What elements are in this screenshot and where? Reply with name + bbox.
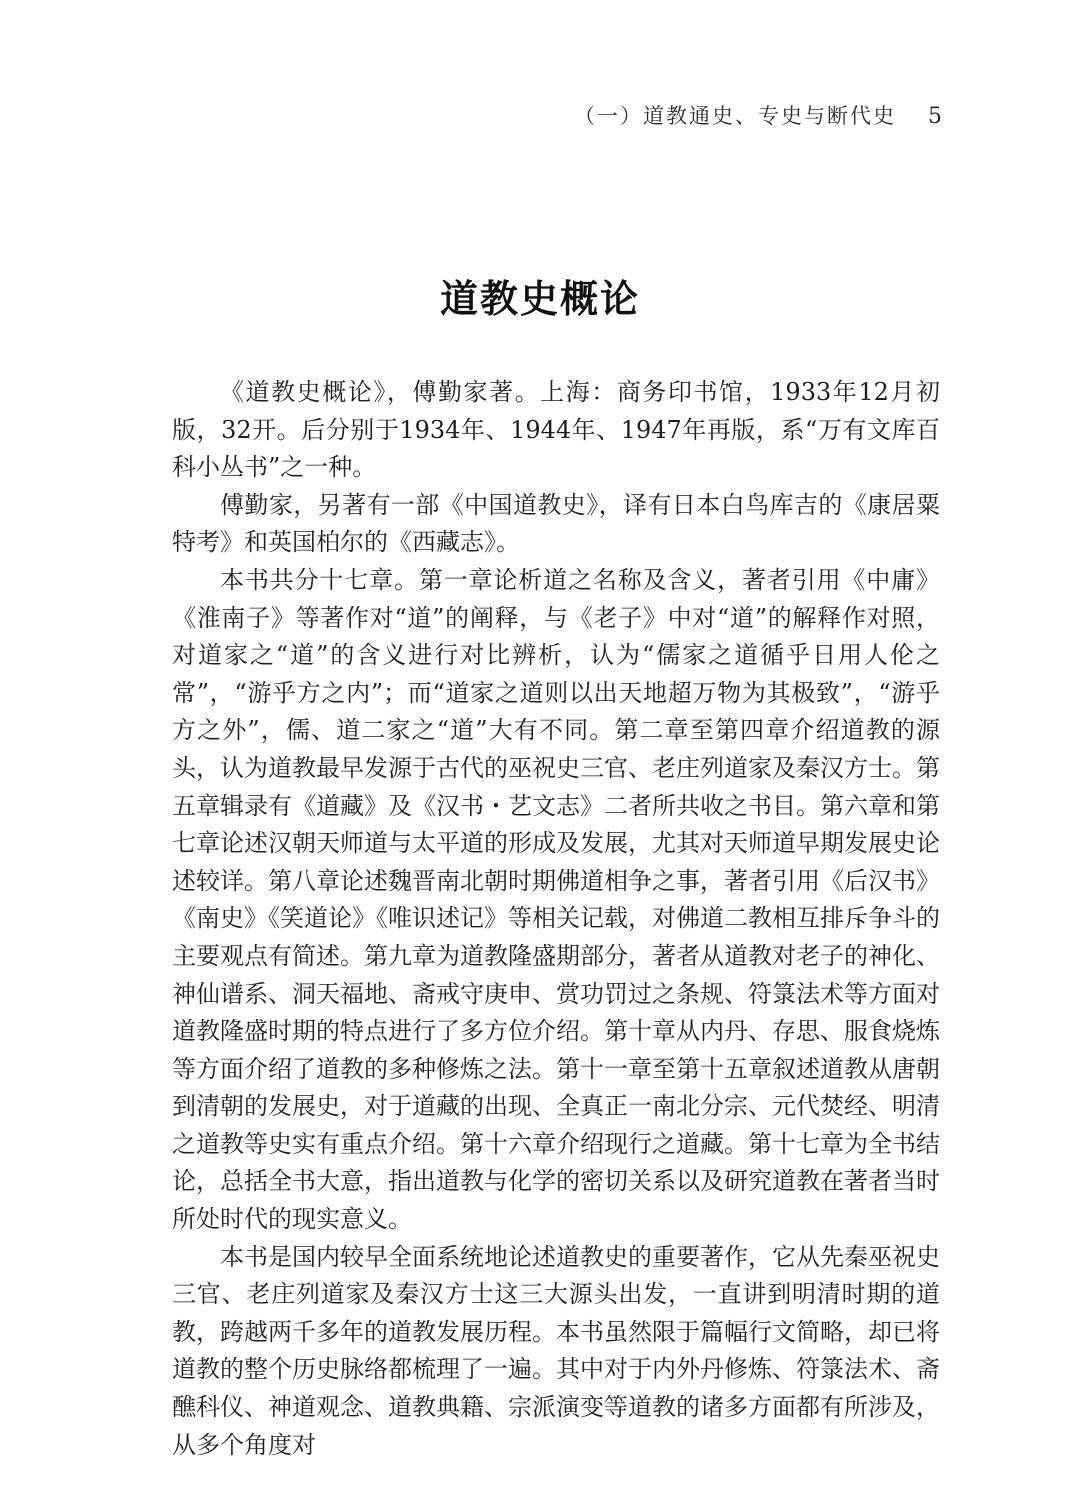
article-body (172, 374, 940, 1464)
paragraph-publication-info: 《道教史概论》，傅勤家著。上海：商务印书馆，1933年12月初版，32开。后分别于1934年、1944年、1947年再版，系“万有文库百科小丛书”之一种。 (172, 378, 940, 482)
running-header (574, 100, 942, 130)
page-number: 5 (928, 104, 942, 129)
paragraph-chapter-summary: 本书共分十七章。第一章论析道之名称及含义，著者引用《中庸》《淮南子》等著作对“道”的阐释，与《老子》中对“道”的解释作对照，对道家之“道”的含义进行对比辨析，认为“儒家之道循乎日用人伦之常”，“游乎方之内”；而“道家之道则以出天地超万物为其极致”，“游乎方之外”，儒、道二家之“道”大有不同。第二章至第四章介绍道教的源头，认为道教最早发源于古代的巫祝史三官、老庄列道家及秦汉方士。第五章辑录有《道藏》及《汉书・艺文志》二者所共收之书目。第六章和第七章论述汉朝天师道与太平道的形成及发展，尤其对天师道早期发展史论述较详。第八章论述魏晋南北朝时期佛道相争之事，著者引用《后汉书》《南史》《笑道论》《唯识述记》等相关记载，对佛道二教相互排斥争斗的主要观点有简述。第九章为道教隆盛期部分，著者从道教对老子的神化、神仙谱系、洞天福地、斋戒守庚申、赏功罚过之条规、符箓法术等方面对道教隆盛时期的特点进行了多方位介绍。第十章从内丹、存思、服食烧炼等方面介绍了道教的多种修炼之法。第十一章至第十五章叙述道教从唐朝到清朝的发展史，对于道藏的出现、全真正一南北分宗、元代焚经、明清之道教等史实有重点介绍。第十六章介绍现行之道藏。第十七章为全书结论，总括全书大意，指出道教与化学的密切关系以及研究道教在著者当时所处时代的现实意义。 (172, 565, 940, 1234)
paragraph-significance: 本书是国内较早全面系统地论述道教史的重要著作，它从先秦巫祝史三官、老庄列道家及秦汉方士这三大源头出发，一直讲到明清时期的道教，跨越两千多年的道教发展历程。本书虽然限于篇幅行文简略，却已将道教的整个历史脉络都梳理了一遍。其中对于内外丹修炼、符箓法术、斋醮科仪、神道观念、道教典籍、宗派演变等道教的诸多方面都有所涉及，从多个角度对 (172, 1242, 940, 1459)
article-title: 道教史概论 (439, 277, 640, 321)
running-header-section-title: （一）道教通史、专史与断代史 (574, 104, 896, 128)
paragraph-author-info: 傅勤家，另著有一部《中国道教史》，译有日本白鸟库吉的《康居粟特考》和英国柏尔的《西藏志》。 (172, 490, 940, 557)
